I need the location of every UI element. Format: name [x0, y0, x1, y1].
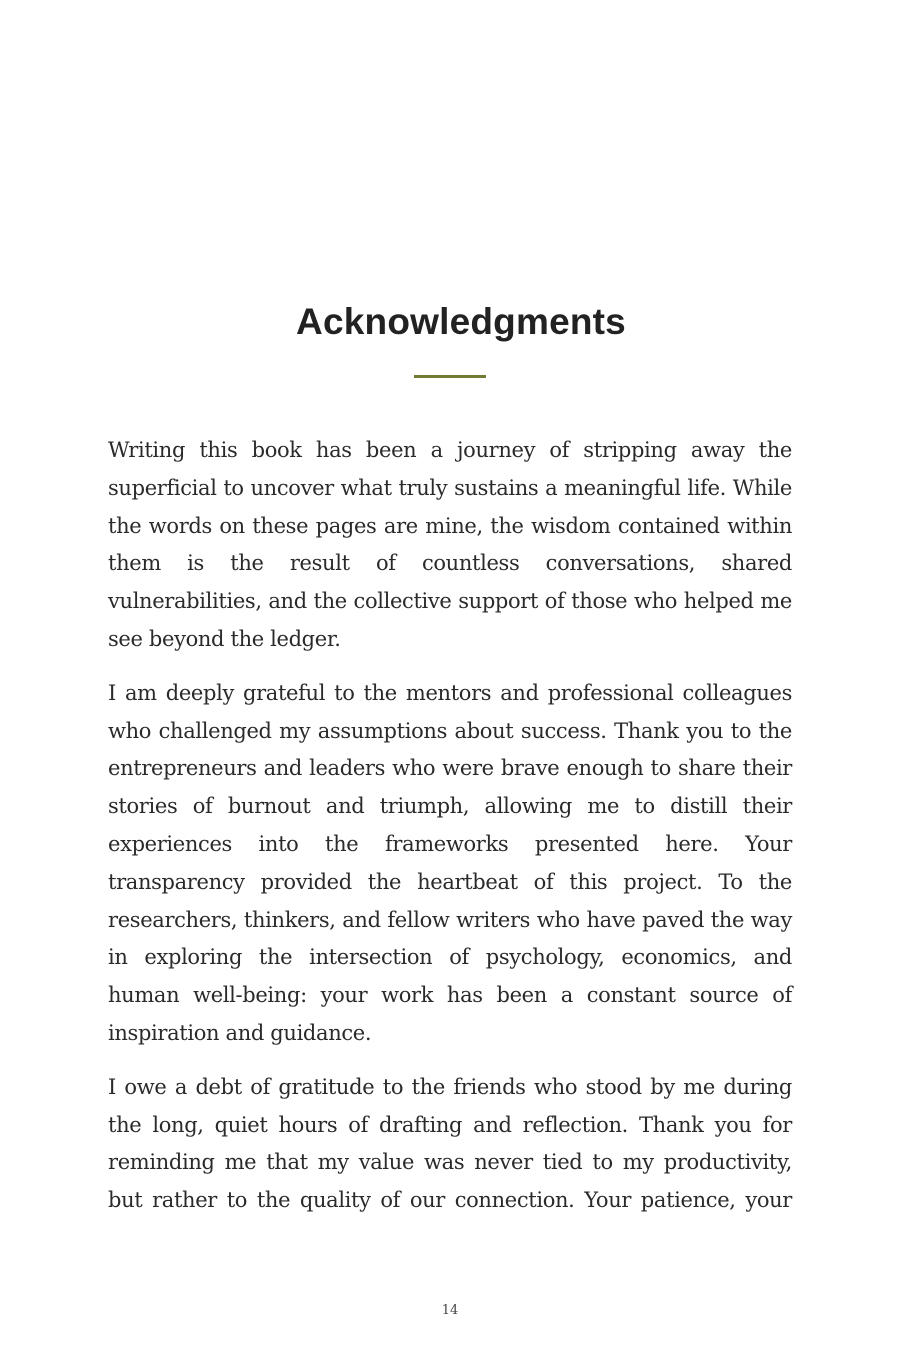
paragraph-3: I owe a debt of gratitude to the friends who stood by me during the long, quiet hours of drafting and reflection. Thank you for reminding me that my value was never tied to my productivity, but rather to the quality of our connection. Your patience, your: [108, 1074, 792, 1213]
page-number: 14: [441, 1303, 459, 1318]
title-divider: [414, 375, 486, 378]
body-text: [108, 432, 792, 1236]
page-title: Acknowledgments: [296, 301, 626, 342]
paragraph-1: Writing this book has been a journey of stripping away the superficial to uncover what truly sustains a meaningful life. While the words on these pages are mine, the wisdom contained within them is the result of countless conversations, shared vulnerabilities, and the collective support of those who helped me see beyond the ledger.: [108, 438, 792, 651]
paragraph-2: I am deeply grateful to the mentors and professional colleagues who challenged my assumptions about success. Thank you to the entrepreneurs and leaders who were brave enough to share their stories of burnout and triumph, allowing me to distill their experiences into the frameworks presented here. Your transparency provided the heartbeat of this project. To the researchers, thinkers, and fellow writers who have paved the way in exploring the intersection of psychology, economics, and human well-being: your work has been a constant source of inspiration and guidance.: [108, 680, 792, 1045]
